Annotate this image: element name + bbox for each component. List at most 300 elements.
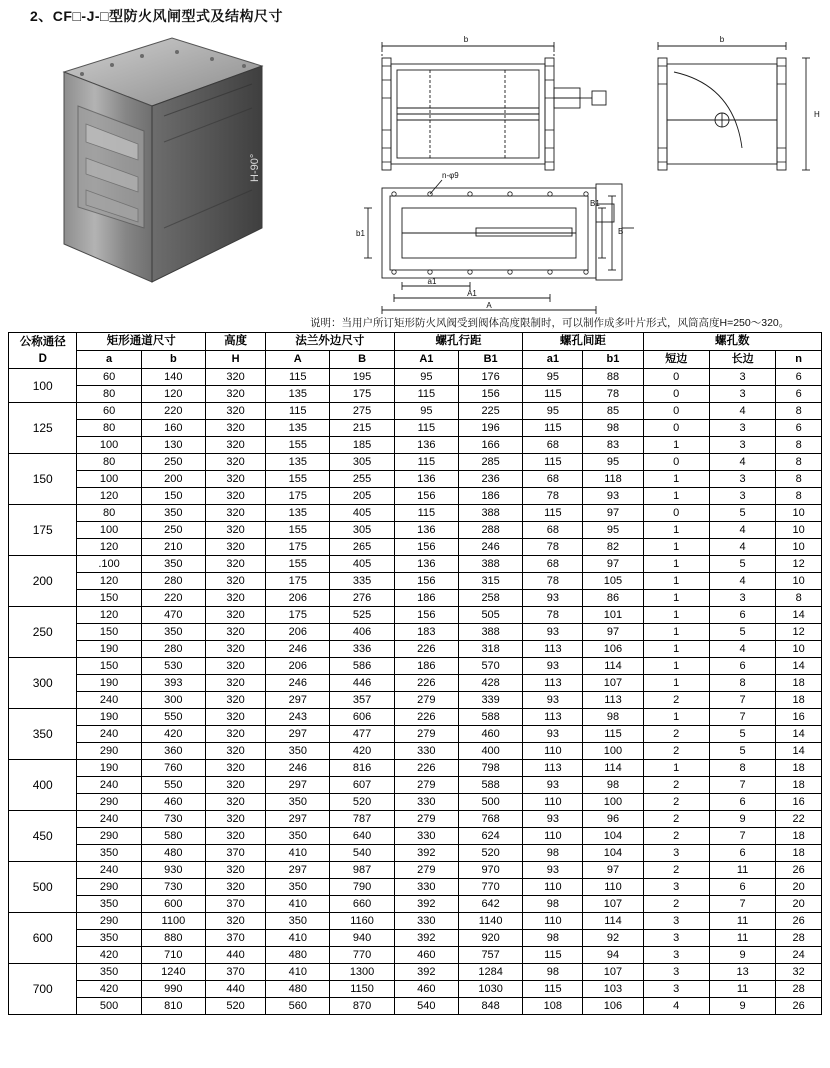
cell-A1: 115: [394, 386, 458, 403]
table-row: [9, 641, 822, 658]
cell-short-side: 2: [643, 896, 709, 913]
cell-b: 300: [141, 692, 205, 709]
cell-b1: 114: [583, 913, 643, 930]
table-header-row-top: [9, 333, 822, 351]
cell-n: 32: [776, 964, 822, 981]
cell-A1: 330: [394, 743, 458, 760]
spec-table-wrap: [8, 332, 822, 1015]
cell-a: 350: [77, 930, 141, 947]
cell-long-side: 5: [709, 505, 775, 522]
cell-b: 1100: [141, 913, 205, 930]
cell-a1: 98: [523, 845, 583, 862]
cell-A: 350: [266, 879, 330, 896]
cell-A: 297: [266, 811, 330, 828]
cell-b: 710: [141, 947, 205, 964]
cell-a: 80: [77, 386, 141, 403]
cell-a1: 93: [523, 658, 583, 675]
th-n: n: [776, 351, 822, 369]
cell-H: 320: [206, 709, 266, 726]
cell-B: 520: [330, 794, 394, 811]
cell-a1: 115: [523, 420, 583, 437]
cell-a1: 95: [523, 403, 583, 420]
cell-A: 410: [266, 930, 330, 947]
cell-A: 175: [266, 573, 330, 590]
cell-n: 26: [776, 913, 822, 930]
cell-nominal-diameter: 300: [9, 658, 77, 709]
cell-A1: 156: [394, 607, 458, 624]
cell-H: 320: [206, 879, 266, 896]
table-row: [9, 709, 822, 726]
cell-H: 320: [206, 539, 266, 556]
cell-A1: 279: [394, 862, 458, 879]
table-row: [9, 743, 822, 760]
cell-B1: 318: [458, 641, 522, 658]
table-row: [9, 488, 822, 505]
cell-long-side: 6: [709, 607, 775, 624]
cell-B: 275: [330, 403, 394, 420]
cell-B: 477: [330, 726, 394, 743]
cell-A1: 392: [394, 930, 458, 947]
cell-a: 60: [77, 403, 141, 420]
cell-b: 460: [141, 794, 205, 811]
cell-B: 940: [330, 930, 394, 947]
cell-B: 660: [330, 896, 394, 913]
cell-a: 290: [77, 828, 141, 845]
cell-a: 240: [77, 726, 141, 743]
cell-short-side: 1: [643, 573, 709, 590]
cell-b1: 86: [583, 590, 643, 607]
cell-B: 870: [330, 998, 394, 1015]
cell-H: 320: [206, 624, 266, 641]
cell-short-side: 2: [643, 777, 709, 794]
cell-n: 18: [776, 692, 822, 709]
cell-B: 540: [330, 845, 394, 862]
cell-nominal-diameter: 450: [9, 811, 77, 862]
spec-table: [8, 332, 822, 1015]
cell-B: 787: [330, 811, 394, 828]
cell-nominal-diameter: 200: [9, 556, 77, 607]
cell-short-side: 3: [643, 947, 709, 964]
cell-short-side: 0: [643, 369, 709, 386]
cell-b: 580: [141, 828, 205, 845]
cell-b: 130: [141, 437, 205, 454]
cell-B: 205: [330, 488, 394, 505]
th-hole-count: 螺孔数: [643, 333, 821, 351]
cell-n: 6: [776, 420, 822, 437]
cell-nominal-diameter: 400: [9, 760, 77, 811]
cell-b1: 97: [583, 505, 643, 522]
cell-B: 420: [330, 743, 394, 760]
table-row: [9, 981, 822, 998]
cell-B: 357: [330, 692, 394, 709]
cell-H: 320: [206, 743, 266, 760]
cell-n: 24: [776, 947, 822, 964]
cell-H: 370: [206, 930, 266, 947]
cell-short-side: 1: [643, 556, 709, 573]
cell-B: 640: [330, 828, 394, 845]
cell-A: 350: [266, 913, 330, 930]
cell-A1: 226: [394, 709, 458, 726]
cell-A: 175: [266, 607, 330, 624]
cell-A1: 392: [394, 845, 458, 862]
cell-B1: 642: [458, 896, 522, 913]
cell-B: 525: [330, 607, 394, 624]
table-row: [9, 811, 822, 828]
cell-A1: 226: [394, 760, 458, 777]
cell-n: 14: [776, 726, 822, 743]
table-row: [9, 964, 822, 981]
cell-short-side: 1: [643, 607, 709, 624]
cell-b1: 114: [583, 760, 643, 777]
cell-H: 320: [206, 692, 266, 709]
cell-B1: 428: [458, 675, 522, 692]
cell-a: 80: [77, 454, 141, 471]
cell-a1: 78: [523, 539, 583, 556]
th-rect-channel-size: 矩形通道尺寸: [77, 333, 206, 351]
cell-b1: 95: [583, 454, 643, 471]
cell-b: 200: [141, 471, 205, 488]
th-B1: B1: [458, 351, 522, 369]
cell-A: 297: [266, 862, 330, 879]
cell-A: 480: [266, 947, 330, 964]
cell-A: 560: [266, 998, 330, 1015]
cell-a1: 110: [523, 913, 583, 930]
cell-A: 206: [266, 590, 330, 607]
cell-A: 206: [266, 658, 330, 675]
dim-label-A: A: [486, 301, 492, 310]
cell-B: 1160: [330, 913, 394, 930]
cell-a: 420: [77, 981, 141, 998]
cell-n: 28: [776, 981, 822, 998]
cell-H: 320: [206, 828, 266, 845]
cell-a1: 98: [523, 930, 583, 947]
cell-B1: 176: [458, 369, 522, 386]
th-hole-row-spacing: 螺孔行距: [394, 333, 523, 351]
cell-B1: 166: [458, 437, 522, 454]
table-row: [9, 862, 822, 879]
cell-b1: 88: [583, 369, 643, 386]
cell-A: 135: [266, 420, 330, 437]
cell-b: 420: [141, 726, 205, 743]
cell-b1: 94: [583, 947, 643, 964]
cell-short-side: 2: [643, 794, 709, 811]
cell-B: 305: [330, 522, 394, 539]
th-A: A: [266, 351, 330, 369]
cell-B1: 400: [458, 743, 522, 760]
cell-long-side: 7: [709, 777, 775, 794]
cell-b: 990: [141, 981, 205, 998]
cell-short-side: 0: [643, 386, 709, 403]
cell-b1: 95: [583, 522, 643, 539]
table-row: [9, 947, 822, 964]
cell-n: 10: [776, 505, 822, 522]
cell-long-side: 9: [709, 998, 775, 1015]
cell-n: 20: [776, 896, 822, 913]
cell-A: 297: [266, 726, 330, 743]
cell-short-side: 2: [643, 811, 709, 828]
cell-a1: 108: [523, 998, 583, 1015]
cell-b: 360: [141, 743, 205, 760]
cell-b1: 104: [583, 845, 643, 862]
cell-long-side: 4: [709, 573, 775, 590]
cell-a: 240: [77, 862, 141, 879]
cell-short-side: 3: [643, 964, 709, 981]
cell-short-side: 3: [643, 879, 709, 896]
cell-B: 606: [330, 709, 394, 726]
cell-short-side: 2: [643, 743, 709, 760]
cell-a: 100: [77, 437, 141, 454]
cell-nominal-diameter: 500: [9, 862, 77, 913]
cell-n: 18: [776, 777, 822, 794]
cell-b: 760: [141, 760, 205, 777]
cell-A: 246: [266, 675, 330, 692]
cell-b: 250: [141, 454, 205, 471]
cell-A: 243: [266, 709, 330, 726]
cell-B: 1150: [330, 981, 394, 998]
cell-B1: 186: [458, 488, 522, 505]
cell-b: 1240: [141, 964, 205, 981]
cell-short-side: 1: [643, 488, 709, 505]
cell-n: 12: [776, 624, 822, 641]
cell-short-side: 1: [643, 760, 709, 777]
cell-short-side: 1: [643, 624, 709, 641]
cell-B1: 196: [458, 420, 522, 437]
cell-a: 240: [77, 777, 141, 794]
cell-b1: 97: [583, 556, 643, 573]
cell-a: 80: [77, 420, 141, 437]
table-row: [9, 386, 822, 403]
cell-a1: 68: [523, 437, 583, 454]
cell-H: 320: [206, 471, 266, 488]
cell-b: 480: [141, 845, 205, 862]
cell-B1: 920: [458, 930, 522, 947]
cell-B1: 500: [458, 794, 522, 811]
cell-b1: 100: [583, 743, 643, 760]
cell-a: 500: [77, 998, 141, 1015]
cell-a: 190: [77, 641, 141, 658]
cell-long-side: 7: [709, 709, 775, 726]
cell-A1: 183: [394, 624, 458, 641]
cell-n: 6: [776, 369, 822, 386]
cell-A1: 115: [394, 505, 458, 522]
cell-a: 120: [77, 539, 141, 556]
dim-label-b: b: [463, 35, 469, 44]
cell-B1: 285: [458, 454, 522, 471]
cell-long-side: 8: [709, 760, 775, 777]
cell-b1: 113: [583, 692, 643, 709]
cell-b1: 107: [583, 964, 643, 981]
cell-B1: 970: [458, 862, 522, 879]
cell-A: 350: [266, 828, 330, 845]
cell-b1: 114: [583, 658, 643, 675]
cell-B1: 388: [458, 505, 522, 522]
cell-short-side: 1: [643, 539, 709, 556]
cell-a1: 93: [523, 590, 583, 607]
table-row: [9, 726, 822, 743]
cell-short-side: 1: [643, 675, 709, 692]
cell-a1: 115: [523, 981, 583, 998]
th-a: a: [77, 351, 141, 369]
cell-B: 607: [330, 777, 394, 794]
table-row: [9, 505, 822, 522]
cell-b1: 78: [583, 386, 643, 403]
cell-n: 18: [776, 760, 822, 777]
figure-area: [0, 28, 830, 328]
cell-a1: 115: [523, 454, 583, 471]
table-row: [9, 777, 822, 794]
cell-A1: 460: [394, 947, 458, 964]
cell-short-side: 1: [643, 641, 709, 658]
cell-a: 290: [77, 743, 141, 760]
th-nominal-diameter-label: 公称通径: [19, 335, 66, 348]
cell-a: 120: [77, 488, 141, 505]
cell-b: 550: [141, 777, 205, 794]
cell-H: 440: [206, 981, 266, 998]
cell-long-side: 4: [709, 539, 775, 556]
table-row: [9, 828, 822, 845]
cell-a: 350: [77, 896, 141, 913]
dim-label-b1: b1: [356, 229, 365, 238]
cell-short-side: 2: [643, 862, 709, 879]
cell-nominal-diameter: 350: [9, 709, 77, 760]
cell-b: 350: [141, 624, 205, 641]
cell-b1: 101: [583, 607, 643, 624]
cell-H: 320: [206, 658, 266, 675]
cell-a1: 115: [523, 947, 583, 964]
cell-a: 80: [77, 505, 141, 522]
cell-nominal-diameter: 700: [9, 964, 77, 1015]
cell-nominal-diameter: 250: [9, 607, 77, 658]
th-b: b: [141, 351, 205, 369]
table-row: [9, 692, 822, 709]
cell-b: 250: [141, 522, 205, 539]
cell-short-side: 3: [643, 930, 709, 947]
cell-n: 26: [776, 998, 822, 1015]
cell-H: 440: [206, 947, 266, 964]
cell-a1: 93: [523, 692, 583, 709]
cell-A: 350: [266, 743, 330, 760]
dim-label-B1: B1: [590, 199, 600, 208]
table-row: [9, 930, 822, 947]
page-title: 2、CF□-J-□型防火风闸型式及结构尺寸: [30, 8, 283, 24]
cell-a1: 113: [523, 641, 583, 658]
technical-drawings: [290, 28, 830, 318]
cell-long-side: 8: [709, 675, 775, 692]
cell-a1: 68: [523, 471, 583, 488]
cell-nominal-diameter: 100: [9, 369, 77, 403]
cell-B: 586: [330, 658, 394, 675]
cell-long-side: 3: [709, 369, 775, 386]
dim-label-H: H: [814, 110, 820, 119]
th-b1: b1: [583, 351, 643, 369]
cell-H: 320: [206, 794, 266, 811]
photo-vertical-label: H-90°: [249, 153, 261, 182]
dim-label-a1: a1: [427, 277, 437, 286]
cell-A1: 330: [394, 794, 458, 811]
cell-B: 276: [330, 590, 394, 607]
cell-b1: 106: [583, 998, 643, 1015]
cell-a1: 110: [523, 794, 583, 811]
cell-A: 297: [266, 692, 330, 709]
cell-B: 405: [330, 556, 394, 573]
cell-B1: 588: [458, 709, 522, 726]
cell-short-side: 3: [643, 845, 709, 862]
cell-A: 246: [266, 760, 330, 777]
cell-B1: 1140: [458, 913, 522, 930]
cell-A1: 392: [394, 896, 458, 913]
cell-A1: 186: [394, 590, 458, 607]
cell-long-side: 5: [709, 743, 775, 760]
cell-long-side: 3: [709, 488, 775, 505]
table-row: [9, 624, 822, 641]
cell-A: 410: [266, 845, 330, 862]
table-row: [9, 998, 822, 1015]
cell-a1: 115: [523, 505, 583, 522]
table-row: [9, 879, 822, 896]
cell-b: 280: [141, 573, 205, 590]
cell-n: 18: [776, 845, 822, 862]
th-B: B: [330, 351, 394, 369]
table-body: [9, 369, 822, 1015]
cell-B: 175: [330, 386, 394, 403]
cell-A: 155: [266, 471, 330, 488]
cell-b1: 92: [583, 930, 643, 947]
cell-a: 150: [77, 624, 141, 641]
cell-B1: 225: [458, 403, 522, 420]
cell-B: 1300: [330, 964, 394, 981]
cell-H: 320: [206, 573, 266, 590]
cell-a1: 115: [523, 386, 583, 403]
th-A1: A1: [394, 351, 458, 369]
cell-b: 350: [141, 505, 205, 522]
cell-a1: 98: [523, 896, 583, 913]
table-row: [9, 658, 822, 675]
cell-a1: 93: [523, 862, 583, 879]
cell-a: 190: [77, 709, 141, 726]
cell-A1: 186: [394, 658, 458, 675]
cell-A: 115: [266, 403, 330, 420]
cell-n: 14: [776, 658, 822, 675]
cell-n: 10: [776, 641, 822, 658]
cell-A1: 115: [394, 420, 458, 437]
cell-A1: 156: [394, 488, 458, 505]
cell-n: 16: [776, 794, 822, 811]
cell-b1: 110: [583, 879, 643, 896]
th-short-side: 短边: [643, 351, 709, 369]
cell-H: 320: [206, 777, 266, 794]
figure-note: 说明：当用户所订矩形防火风阀受到阀体高度限制时，可以制作成多叶片形式，风筒高度H=250～320。: [310, 317, 790, 329]
cell-H: 370: [206, 845, 266, 862]
cell-H: 320: [206, 369, 266, 386]
cell-long-side: 7: [709, 828, 775, 845]
cell-b: 810: [141, 998, 205, 1015]
cell-long-side: 11: [709, 930, 775, 947]
cell-short-side: 2: [643, 828, 709, 845]
cell-B: 790: [330, 879, 394, 896]
cell-n: 18: [776, 675, 822, 692]
cell-a: 290: [77, 879, 141, 896]
cell-H: 370: [206, 896, 266, 913]
cell-B1: 770: [458, 879, 522, 896]
cell-H: 320: [206, 505, 266, 522]
cell-B: 405: [330, 505, 394, 522]
cell-b1: 106: [583, 641, 643, 658]
cell-A: 135: [266, 386, 330, 403]
cell-a1: 93: [523, 624, 583, 641]
cell-a: 60: [77, 369, 141, 386]
th-nominal-diameter-sub: D: [38, 352, 47, 365]
cell-A1: 226: [394, 641, 458, 658]
